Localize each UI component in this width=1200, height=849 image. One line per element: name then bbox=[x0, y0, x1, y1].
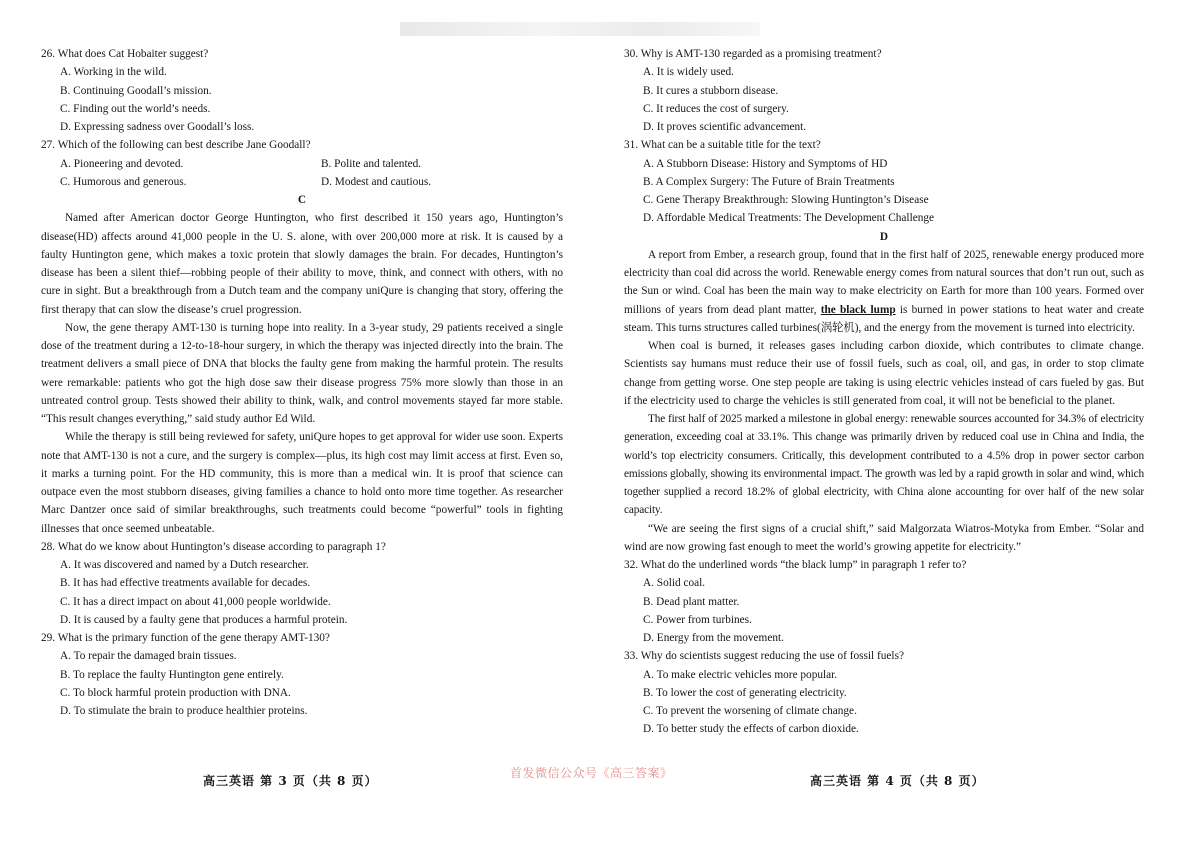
passage-d-paragraph-2: When coal is burned, it releases gases including carbon dioxide, which contributes to climate change. Scientists say humans must reduce their use of fossil fuels, such as coal, oil, and gas, in order to stop climate change from getting worse. One step people are taking is using electric vehicles instead of cars fueled by gas. But if the electricity used to charge the vehicles is still generated from coal, it will not be beneficial to the planet. bbox=[624, 340, 1144, 407]
question-29-option-d: D. To stimulate the brain to produce healthier proteins. bbox=[60, 705, 308, 717]
question-27-options-row-2 bbox=[41, 173, 563, 191]
question-30-option-c: C. It reduces the cost of surgery. bbox=[643, 102, 789, 115]
question-33-option-b: B. To lower the cost of generating electricity. bbox=[643, 686, 847, 699]
question-26-option-a: A. Working in the wild. bbox=[60, 66, 167, 79]
passage-c-paragraph-1: Named after American doctor George Huntington, who first described it 150 years ago, Huntington’s disease(HD) affects around 41,000 people in the U. S. alone, with over 200,000 more at risk. It is caused by a faulty Huntington gene, which makes a toxic protein that slowly damages the brain. For decades, Huntington’s disease has been a silent thief—robbing people of their ability to move, think, and connect with others, with no cure in sight. But a breakthrough from a Dutch team and the company uniQure is changing that story, offering the first therapy that can slow the disease’s cruel progression. bbox=[41, 212, 563, 316]
question-26-option-c: C. Finding out the world’s needs. bbox=[60, 102, 211, 115]
question-29-stem: 29. What is the primary function of the gene therapy AMT-130? bbox=[41, 632, 330, 644]
question-33-option-c: C. To prevent the worsening of climate change. bbox=[643, 705, 857, 717]
question-32-option-b: B. Dead plant matter. bbox=[643, 595, 740, 608]
question-28-option-a: A. It was discovered and named by a Dutch researcher. bbox=[60, 559, 309, 571]
question-28-option-c: C. It has a direct impact on about 41,000 people worldwide. bbox=[60, 595, 331, 608]
passage-d-paragraph-4: “We are seeing the first signs of a crucial shift,” said Malgorzata Wiatros-Motyka from Ember. “Solar and wind are now growing fast enough to meet the world’s growing appetite for electricity.” bbox=[624, 522, 1144, 553]
question-26-stem: 26. What does Cat Hobaiter suggest? bbox=[41, 48, 209, 60]
page-footer-left: 高三英语 第 3 页（共 8 页） bbox=[203, 774, 378, 788]
question-33-option-d: D. To better study the effects of carbon dioxide. bbox=[643, 723, 859, 736]
question-31-option-b: B. A Complex Surgery: The Future of Brain Treatments bbox=[643, 175, 895, 188]
section-c-heading: C bbox=[297, 194, 307, 206]
question-26-option-b: B. Continuing Goodall’s mission. bbox=[60, 84, 212, 97]
question-30-stem: 30. Why is AMT-130 regarded as a promising treatment? bbox=[624, 48, 882, 60]
question-31-option-d: D. Affordable Medical Treatments: The Development Challenge bbox=[643, 212, 935, 225]
passage-d-p1-before: A report from Ember, a research group, found that in the first half of 2025, renewable energy produced more electricity than coal did across the world. Renewable energy comes from natural sources that don’t run out, such as the Sun or wind. Coal has been the main way to make electricity on Earth for more than 100 years. Formed over millions of years from dead plant matter, bbox=[624, 248, 1144, 316]
question-32-option-c: C. Power from turbines. bbox=[643, 613, 752, 626]
passage-d-p1-after: is burned in power stations to heat water and create steam. This turns structures called turbines(涡轮机), and the energy from the movement is turned into electricity. bbox=[624, 303, 1144, 334]
question-28-option-b: B. It has had effective treatments available for decades. bbox=[60, 577, 311, 590]
right-column bbox=[624, 45, 1144, 739]
passage-c-paragraph-2: Now, the gene therapy AMT-130 is turning hope into reality. In a 3-year study, 29 patients received a single dose of the treatment during a 12-to-18-hour surgery, in which the therapy was injected directly into the brain. The treatment delivers a small piece of DNA that blocks the faulty gene from making the harmful protein. The results were remarkable: patients who got the high dose saw their disease progress 75% more slowly than those in an untreated control group. Tests showed their ability to think, walk, and control movements stayed far more stable. “This result changes everything,” said study author Ed Wild. bbox=[41, 321, 563, 425]
question-29-option-c: C. To block harmful protein production with DNA. bbox=[60, 686, 291, 699]
question-30-option-d: D. It proves scientific advancement. bbox=[643, 121, 807, 133]
question-29-option-a: A. To repair the damaged brain tissues. bbox=[60, 650, 237, 663]
page-header-smudge bbox=[400, 22, 760, 36]
underlined-black-lump: the black lump bbox=[820, 303, 896, 316]
question-31-option-c: C. Gene Therapy Breakthrough: Slowing Huntington’s Disease bbox=[643, 194, 929, 206]
question-27-option-a: A. Pioneering and devoted. bbox=[60, 157, 184, 170]
question-27-options-row-1 bbox=[41, 155, 563, 173]
question-30-option-b: B. It cures a stubborn disease. bbox=[643, 84, 779, 97]
question-29-option-b: B. To replace the faulty Huntington gene entirely. bbox=[60, 668, 284, 681]
question-27-stem: 27. Which of the following can best describe Jane Goodall? bbox=[41, 139, 311, 152]
left-column bbox=[41, 45, 563, 720]
question-30-option-a: A. It is widely used. bbox=[643, 66, 734, 79]
question-31-option-a: A. A Stubborn Disease: History and Symptoms of HD bbox=[643, 157, 888, 170]
question-27-option-c: C. Humorous and generous. bbox=[60, 175, 187, 188]
question-33-option-a: A. To make electric vehicles more popular. bbox=[643, 668, 838, 681]
question-26-option-d: D. Expressing sadness over Goodall’s loss. bbox=[60, 121, 255, 133]
passage-d-paragraph-1 bbox=[624, 246, 1144, 337]
question-32-option-a: A. Solid coal. bbox=[643, 577, 706, 590]
question-28-stem: 28. What do we know about Huntington’s disease according to paragraph 1? bbox=[41, 540, 386, 553]
page-footer-right: 高三英语 第 4 页（共 8 页） bbox=[810, 774, 985, 788]
question-32-stem: 32. What do the underlined words “the black lump” in paragraph 1 refer to? bbox=[624, 559, 967, 571]
question-27-option-b: B. Polite and talented. bbox=[321, 157, 422, 170]
question-31-stem: 31. What can be a suitable title for the text? bbox=[624, 139, 821, 152]
question-28-option-d: D. It is caused by a faulty gene that produces a harmful protein. bbox=[60, 613, 348, 626]
question-33-stem: 33. Why do scientists suggest reducing the use of fossil fuels? bbox=[624, 650, 904, 663]
question-32-option-d: D. Energy from the movement. bbox=[643, 632, 784, 644]
passage-c-paragraph-3: While the therapy is still being reviewed for safety, uniQure hopes to get approval for wider use soon. Experts note that AMT-130 is not a cure, and the surgery is complex—plus, its high cost may limit access at first. Even so, it marks a turning point. For the HD community, this is more than a medical win. It is proof that science can outpace even the most stubborn diseases, giving families a chance to hold onto more time together. As researcher Marc Dantzer once said of similar breakthroughs, such treatments could become “powerful” tools in fighting illnesses that once seemed unbeatable. bbox=[41, 431, 563, 535]
watermark-text: 首发微信公众号《高三答案》 bbox=[510, 766, 673, 780]
question-27-option-d: D. Modest and cautious. bbox=[321, 175, 432, 188]
section-d-heading: D bbox=[879, 230, 889, 243]
passage-d-paragraph-3: The first half of 2025 marked a milestone in global energy: renewable sources accounted for 34.3% of electricity generation, exceeding coal at 33.1%. This change was primarily driven by reduced coal use in China and India, the world’s top electricity consumers. Critically, this development contributed to a 4.5% drop in power sector carbon emissions globally, showing its environmental impact. The growth was led by a rapid growth in solar and wind, which together supplied a record 18.2% of global electricity, with China alone accounting for over half of the new solar capacity. bbox=[624, 413, 1144, 517]
